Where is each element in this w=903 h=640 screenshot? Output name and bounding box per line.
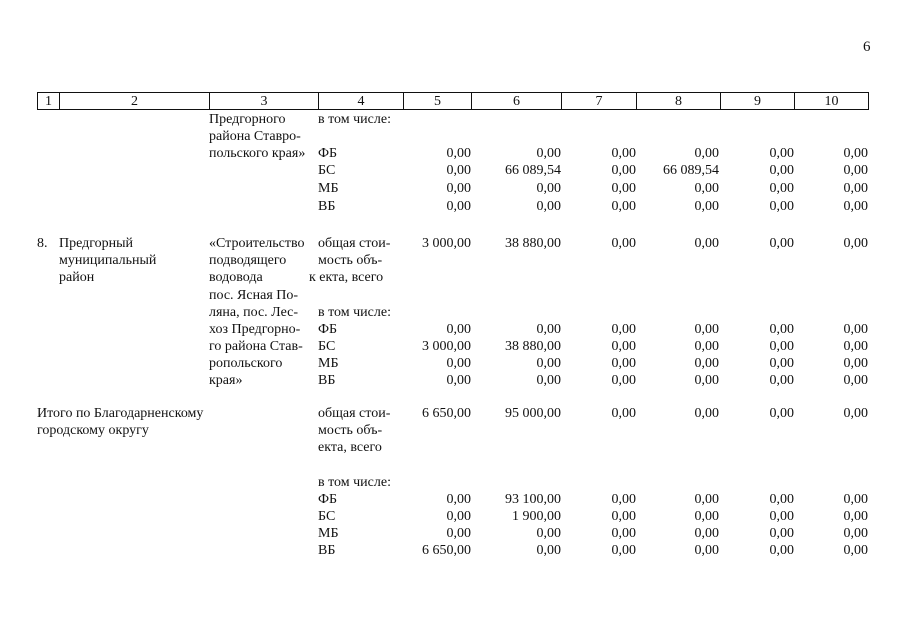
value-cell: 0,00 <box>446 199 471 214</box>
value-cell: 0,00 <box>769 406 794 421</box>
funding-type-label: МБ <box>318 526 339 541</box>
value-cell: 0,00 <box>536 526 561 541</box>
col-header-4: 4 <box>319 93 404 110</box>
value-cell: 0,00 <box>446 492 471 507</box>
col-header-5: 5 <box>404 93 472 110</box>
value-cell: 3 000,00 <box>422 236 471 251</box>
value-cell: 0,00 <box>769 199 794 214</box>
col-header-8: 8 <box>637 93 721 110</box>
value-cell: 0,00 <box>843 492 868 507</box>
value-cell: 0,00 <box>769 339 794 354</box>
funding-type-label: МБ <box>318 356 339 371</box>
district-name-line: район <box>59 270 95 285</box>
object-name-line: ляна, пос. Лес- <box>209 305 299 320</box>
col-header-9: 9 <box>721 93 795 110</box>
value-cell: 0,00 <box>843 146 868 161</box>
value-cell: 0,00 <box>769 181 794 196</box>
value-cell: 0,00 <box>611 339 636 354</box>
value-cell: 0,00 <box>843 509 868 524</box>
value-cell: 0,00 <box>611 492 636 507</box>
value-cell: 0,00 <box>694 356 719 371</box>
funding-type-label: мость объ- <box>318 253 383 268</box>
value-cell: 0,00 <box>843 406 868 421</box>
value-cell: 0,00 <box>769 356 794 371</box>
value-cell: 0,00 <box>769 509 794 524</box>
funding-type-label: ВБ <box>318 543 336 558</box>
value-cell: 0,00 <box>611 163 636 178</box>
page-number: 6 <box>863 39 871 55</box>
value-cell: 0,00 <box>446 373 471 388</box>
funding-type-label: БС <box>318 339 336 354</box>
value-cell: 0,00 <box>769 543 794 558</box>
col-header-3: 3 <box>210 93 319 110</box>
value-cell: 0,00 <box>446 356 471 371</box>
total-label-line: Итого по Благодарненскому <box>37 406 204 421</box>
funding-type-label: в том числе: <box>318 305 391 320</box>
value-cell: 66 089,54 <box>505 163 561 178</box>
value-cell: 93 100,00 <box>505 492 561 507</box>
value-cell: 0,00 <box>843 356 868 371</box>
value-cell: 0,00 <box>843 236 868 251</box>
object-name-line: Предгорного <box>209 112 286 127</box>
value-cell: 0,00 <box>694 181 719 196</box>
value-cell: 0,00 <box>694 406 719 421</box>
value-cell: 0,00 <box>769 526 794 541</box>
value-cell: 0,00 <box>536 356 561 371</box>
value-cell: 0,00 <box>843 163 868 178</box>
funding-type-label: ВБ <box>318 199 336 214</box>
column-header-table <box>37 92 869 110</box>
value-cell: 0,00 <box>536 543 561 558</box>
object-name-line: го района Став- <box>209 339 303 354</box>
value-cell: 0,00 <box>611 406 636 421</box>
value-cell: 0,00 <box>611 509 636 524</box>
district-name-line: Предгорный <box>59 236 134 251</box>
object-name-line: района Ставро- <box>209 129 301 144</box>
value-cell: 0,00 <box>694 339 719 354</box>
funding-type-label: ФБ <box>318 492 338 507</box>
item-number: 8. <box>37 236 48 251</box>
value-cell: 0,00 <box>446 181 471 196</box>
value-cell: 0,00 <box>694 146 719 161</box>
value-cell: 0,00 <box>843 373 868 388</box>
value-cell: 0,00 <box>446 163 471 178</box>
value-cell: 0,00 <box>769 236 794 251</box>
col-header-10: 10 <box>795 93 869 110</box>
value-cell: 0,00 <box>843 526 868 541</box>
value-cell: 95 000,00 <box>505 406 561 421</box>
funding-type-label: ФБ <box>318 322 338 337</box>
col-header-7: 7 <box>562 93 637 110</box>
funding-type-label: в том числе: <box>318 475 391 490</box>
value-cell: 0,00 <box>843 339 868 354</box>
value-cell: 0,00 <box>611 199 636 214</box>
value-cell: 0,00 <box>694 236 719 251</box>
object-name-line: края» <box>209 373 243 388</box>
value-cell: 38 880,00 <box>505 236 561 251</box>
value-cell: 0,00 <box>536 181 561 196</box>
value-cell: 0,00 <box>611 181 636 196</box>
funding-type-label: общая стои- <box>318 236 391 251</box>
object-name-line: подводящего <box>209 253 287 268</box>
value-cell: 0,00 <box>843 181 868 196</box>
object-name-line: хоз Предгорно- <box>209 322 301 337</box>
value-cell: 0,00 <box>446 509 471 524</box>
total-label-line: городскому округу <box>37 423 149 438</box>
funding-type-label: в том числе: <box>318 112 391 127</box>
value-cell: 0,00 <box>694 509 719 524</box>
value-cell: 0,00 <box>769 163 794 178</box>
funding-type-label: ФБ <box>318 146 338 161</box>
value-cell: 0,00 <box>769 492 794 507</box>
col-header-1: 1 <box>38 93 60 110</box>
funding-type-label: БС <box>318 163 336 178</box>
value-cell: 66 089,54 <box>663 163 719 178</box>
value-cell: 0,00 <box>843 322 868 337</box>
value-cell: 0,00 <box>769 322 794 337</box>
object-name-line: «Строительство <box>209 236 305 251</box>
object-name-line: польского края» <box>209 146 306 161</box>
value-cell: 6 650,00 <box>422 406 471 421</box>
value-cell: 0,00 <box>694 199 719 214</box>
value-cell: 0,00 <box>843 543 868 558</box>
value-cell: 3 000,00 <box>422 339 471 354</box>
value-cell: 0,00 <box>769 373 794 388</box>
col-header-6: 6 <box>472 93 562 110</box>
value-cell: 0,00 <box>611 526 636 541</box>
funding-type-label: к екта, всего <box>309 270 384 285</box>
funding-type-label: мость объ- <box>318 423 383 438</box>
value-cell: 0,00 <box>611 543 636 558</box>
value-cell: 0,00 <box>611 322 636 337</box>
funding-type-label: ВБ <box>318 373 336 388</box>
value-cell: 1 900,00 <box>512 509 561 524</box>
value-cell: 0,00 <box>611 356 636 371</box>
value-cell: 0,00 <box>446 526 471 541</box>
value-cell: 0,00 <box>694 322 719 337</box>
value-cell: 0,00 <box>843 199 868 214</box>
value-cell: 0,00 <box>536 322 561 337</box>
value-cell: 0,00 <box>694 492 719 507</box>
value-cell: 0,00 <box>536 146 561 161</box>
funding-type-label: БС <box>318 509 336 524</box>
funding-type-label: общая стои- <box>318 406 391 421</box>
value-cell: 0,00 <box>611 146 636 161</box>
object-name-line: водовода <box>209 270 263 285</box>
funding-type-label: екта, всего <box>318 440 382 455</box>
object-name-line: ропольского <box>209 356 283 371</box>
value-cell: 0,00 <box>769 146 794 161</box>
funding-type-label: МБ <box>318 181 339 196</box>
value-cell: 0,00 <box>446 322 471 337</box>
value-cell: 0,00 <box>611 236 636 251</box>
value-cell: 0,00 <box>694 526 719 541</box>
value-cell: 0,00 <box>611 373 636 388</box>
col-header-2: 2 <box>60 93 210 110</box>
object-name-line: пос. Ясная По- <box>209 288 299 303</box>
value-cell: 38 880,00 <box>505 339 561 354</box>
value-cell: 6 650,00 <box>422 543 471 558</box>
value-cell: 0,00 <box>536 199 561 214</box>
value-cell: 0,00 <box>694 543 719 558</box>
district-name-line: муниципальный <box>59 253 157 268</box>
value-cell: 0,00 <box>536 373 561 388</box>
value-cell: 0,00 <box>694 373 719 388</box>
value-cell: 0,00 <box>446 146 471 161</box>
